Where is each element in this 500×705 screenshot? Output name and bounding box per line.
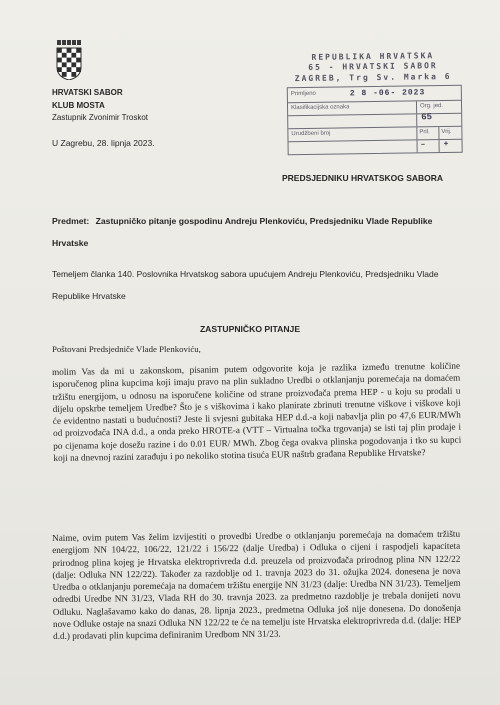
coat-of-arms-icon bbox=[56, 40, 82, 80]
registry-stamp bbox=[286, 51, 460, 157]
stamp-reg-number-label: Urudžbeni broj bbox=[291, 130, 331, 138]
body-paragraph-1: molim Vas da mi u zakonskom, pisanim putem odgovorite koja je razlika između trenutne količine isporučenog plina kupcima koji imaju pravo na plin sukladno Uredbi o otklanjanju poremećaja na domaćem tržištu energijom, u odnosu na isporučene količine od strane proizvođača prema HEP - u koju su prodali u dijelu opskrbe temeljem Uredbe? Što je s viškovima i kako planirate zbrinuti trenutne viškove i viškove koji će evidentno nastati u budućnosti? Jeste li svjesni gubitaka HEP d.d.-a koji nabavlja plin po 47,6 EUR/MWh od proizvođača INA d.d., a onda preko HROTE-a (VTT – Virtualna točka trgovanja) se isti taj plin prodaje i po cijenama koje dosežu razine i do 0.01 EUR/ MWh. Zbog čega ovakva plinska pogodovanja i tko su kupci koji na dnevnoj razini zarađuju i po nekoliko stotina tisuća EUR naštrb građana Republike Hrvatske? bbox=[52, 360, 462, 464]
subject-text: Zastupničko pitanje gospodinu Andreju Plenkoviću, Predsjedniku Vlade Republike Hrvatske bbox=[52, 216, 433, 248]
stamp-table bbox=[287, 85, 463, 155]
subject-label: Predmet: bbox=[52, 216, 90, 226]
stamp-dash-mark: – bbox=[420, 140, 426, 150]
stamp-attachment-label: Pril. bbox=[419, 129, 430, 136]
stamp-org-unit-label: Org. jed. bbox=[419, 103, 444, 110]
intro-text: Temeljem članka 140. Poslovnika Hrvatskog sabora upućujem Andreju Plenkoviću, Predsjedniku Vlade Republike Hrvatske bbox=[52, 269, 439, 301]
subject bbox=[52, 210, 457, 254]
section-title: ZASTUPNIČKO PITANJE bbox=[199, 324, 301, 334]
salutation: Poštovani Predsjedniče Vlade Plenkoviću, bbox=[52, 344, 201, 354]
stamp-cross-mark: + bbox=[443, 139, 449, 150]
stamp-line-3: ZAGREB, Trg Sv. Marka 6 bbox=[294, 71, 452, 84]
stamp-class-label: Klasifikacijska oznaka bbox=[291, 104, 350, 112]
header-org: HRVATSKI SABOR bbox=[52, 88, 123, 97]
stamp-value-label: Vrij. bbox=[441, 128, 452, 136]
stamp-handwritten-mark: 65 bbox=[421, 112, 433, 123]
stamp-line-1: REPUBLIKA HRVATSKA bbox=[311, 51, 435, 62]
stamp-line-2: 65 - HRVATSKI SABOR bbox=[308, 61, 438, 72]
header-representative: Zastupnik Zvonimir Troskot bbox=[52, 113, 149, 122]
stamp-received-date: 2 8 -06- 2023 bbox=[349, 88, 426, 99]
date-line: U Zagrebu, 28. lipnja 2023. bbox=[52, 138, 155, 148]
header-club: KLUB MOSTA bbox=[52, 101, 105, 110]
body-paragraph-2: Naime, ovim putem Vas želim izvijestiti o provedbi Uredbe o otklanjanju poremećaja na domaćem tržištu energijom NN 104/22, 106/22, 121/22 i 156/22 (dalje Uredba) i Odluka o cijeni i raspodjeli kapaciteta prirodnog plina kojeg je Hrvatska elektroprivreda d.d. preuzela od proizvođača prirodnog plina NN 122/22 (dalje: Odluka NN 122/22). Također za razdoblje od 1. travnja 2023 do 31. ožujka 2024. donesena je nova Uredba o otklanjanju poremećaja na domaćem tržištu energije NN 31/23 (dalje: Uredba NN 31/23). Temeljem odredbi Uredbe NN 31/23, Vlada RH do 30. travnja 2023. za predmetno razdoblje je trebala donijeti novu Odluku. Naglašavamo kako do danas, 28. lipnja 2023., predmetna Odluka još nije donesena. Do donošenja nove Odluke ostaje na snazi Odluka NN 122/22 te će na temelju iste Hrvatska elektroprivreda d.d. (dalje: HEP d.d.) prodavati plin kupcima definiranim Uredbom NN 31/23. bbox=[52, 528, 461, 642]
stamp-received-label: Primljeno bbox=[290, 90, 316, 98]
stamp-row-empty bbox=[289, 140, 462, 154]
recipient: PREDSJEDNIKU HRVATSKOG SABORA bbox=[282, 173, 444, 183]
